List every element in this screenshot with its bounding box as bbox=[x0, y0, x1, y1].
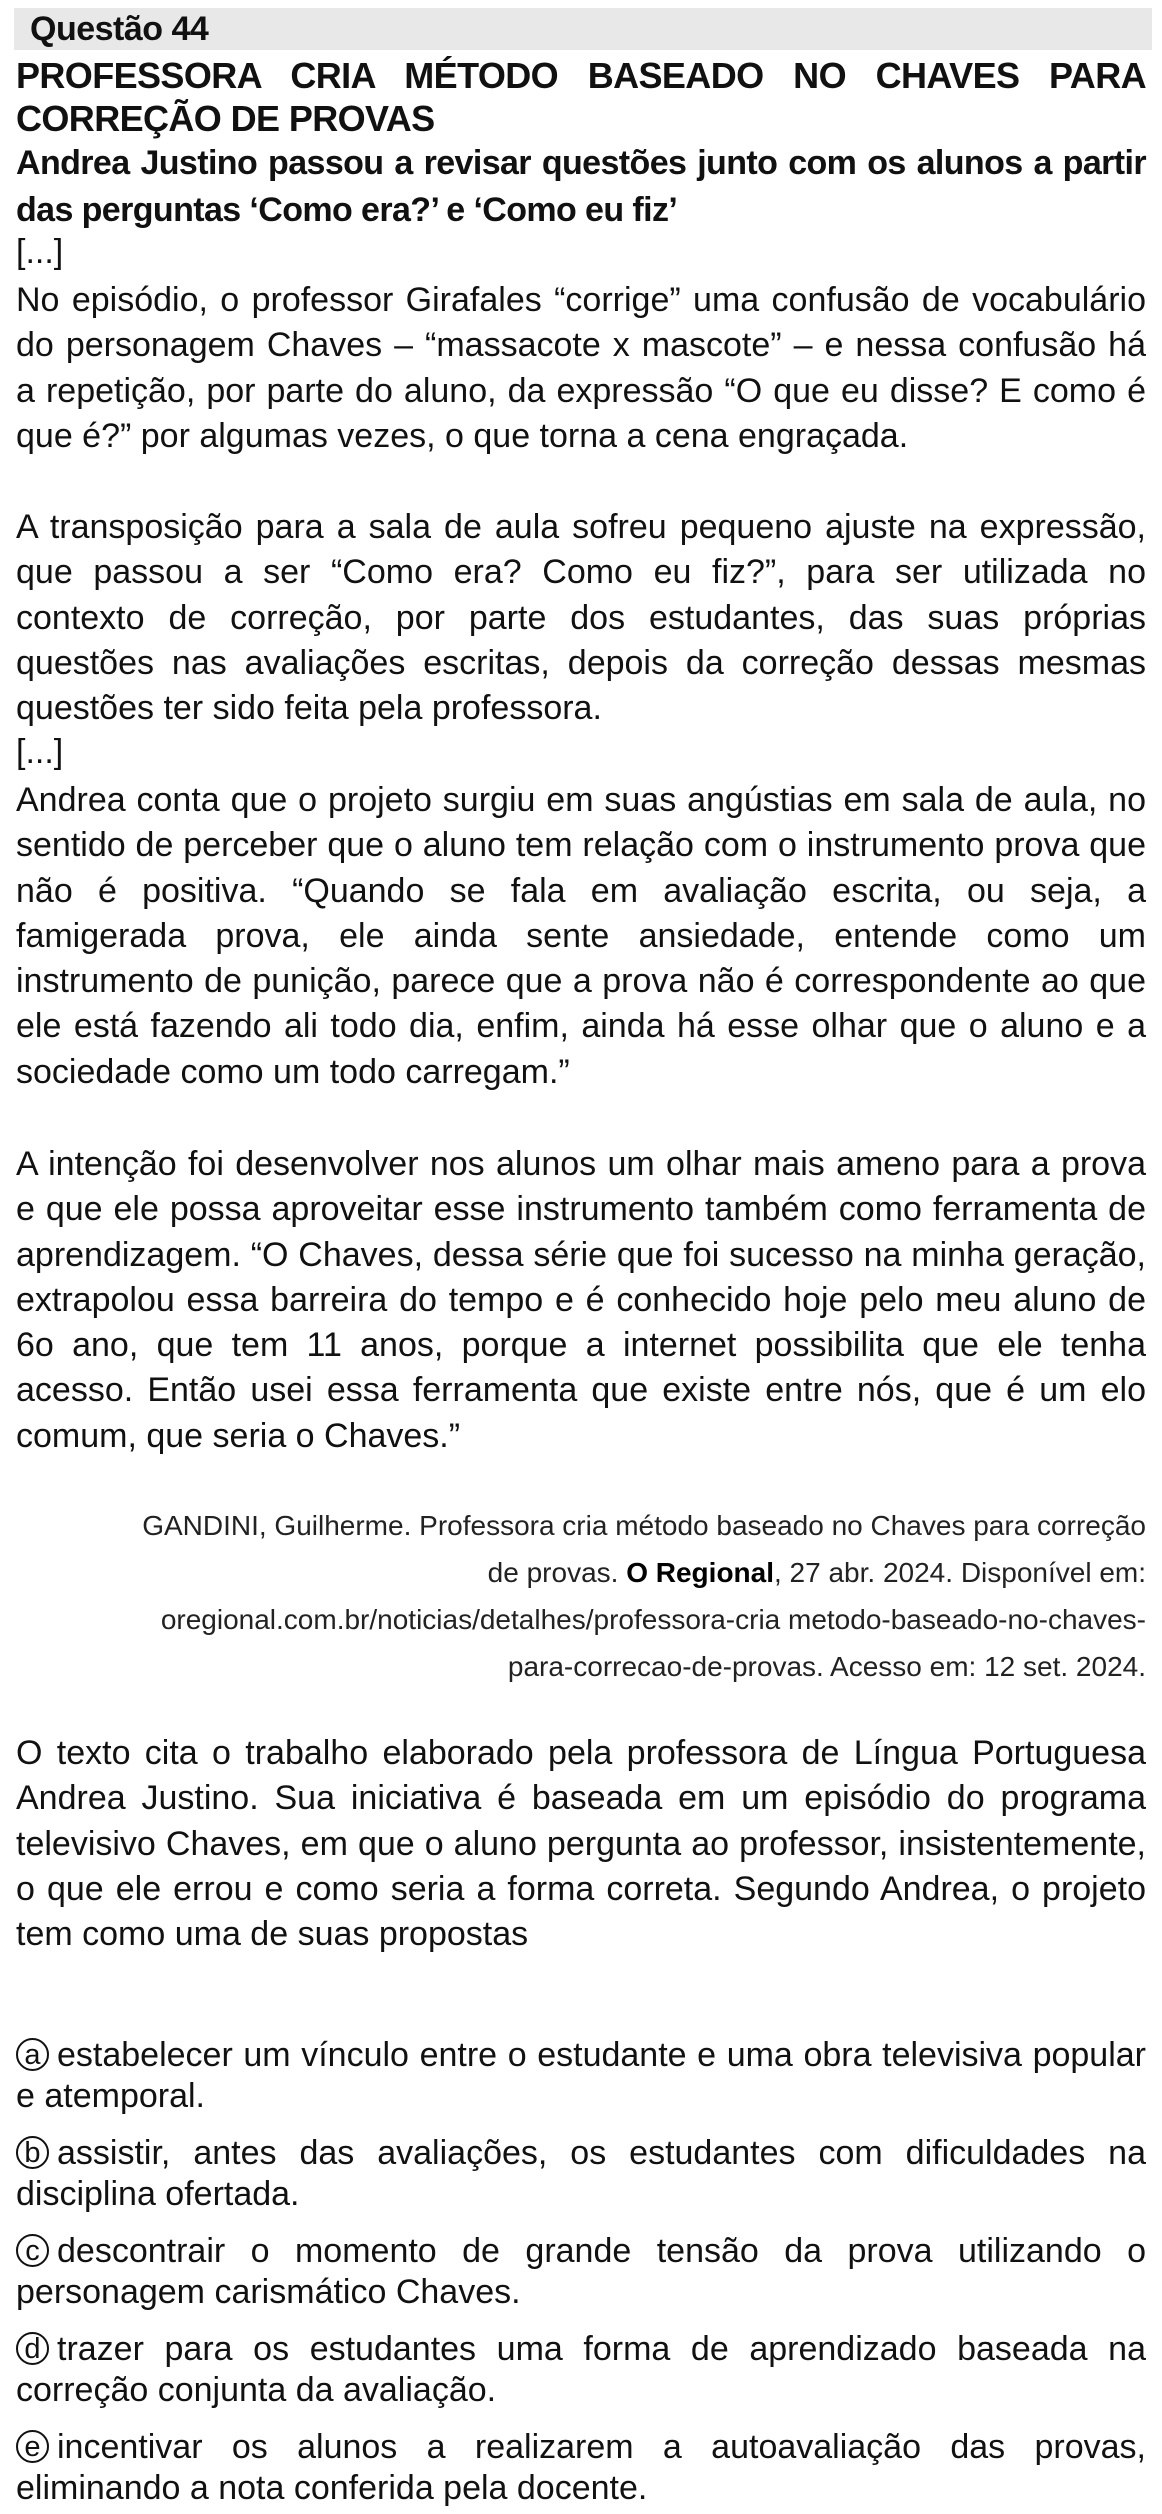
answer-option-c[interactable] bbox=[16, 2231, 1146, 2313]
article-headline: PROFESSORA CRIA MÉTODO BASEADO NO CHAVES PARA CORREÇÃO DE PROVAS bbox=[16, 55, 1146, 139]
option-letter-circle: d bbox=[16, 2332, 49, 2365]
source-text: de provas. bbox=[487, 1557, 627, 1588]
option-text: incentivar os alunos a realizarem a autoavaliação das provas, eliminando a nota conferida pela docente. bbox=[16, 2428, 1146, 2507]
article-paragraph-2: A transposição para a sala de aula sofreu pequeno ajuste na expressão, que passou a ser “Como era? Como eu fiz?”, para ser utilizada no contexto de correção, por parte dos estudantes, das suas próprias questões nas avaliações escritas, depois da correção dessas mesmas questões ter sido feita pela professora. bbox=[16, 508, 1146, 728]
answer-option-e[interactable] bbox=[16, 2427, 1146, 2509]
option-text: estabelecer um vínculo entre o estudante e uma obra televisiva popular e atemporal. bbox=[16, 2036, 1146, 2115]
option-letter-circle: c bbox=[16, 2234, 49, 2267]
source-publication: O Regional bbox=[626, 1557, 774, 1588]
option-text: descontrair o momento de grande tensão da prova utilizando o personagem carismático Chaves. bbox=[16, 2232, 1146, 2311]
option-text: trazer para os estudantes uma forma de aprendizado baseada na correção conjunta da avaliação. bbox=[16, 2330, 1146, 2409]
option-letter-circle: e bbox=[16, 2430, 49, 2463]
article-paragraph-4: A intenção foi desenvolver nos alunos um olhar mais ameno para a prova e que ele possa aproveitar esse instrumento também como ferramenta de aprendizagem. “O Chaves, dessa série que foi sucesso na minha geração, extrapolou essa barreira do tempo e é conhecido hoje pelo meu aluno de 6o ano, que tem 11 anos, porque a internet possibilita que ele tenha acesso. Então usei essa ferramenta que existe entre nós, que é um elo comum, que seria o Chaves.” bbox=[16, 1145, 1146, 1455]
option-letter-circle: b bbox=[16, 2136, 49, 2169]
article-paragraph-3: Andrea conta que o projeto surgiu em suas angústias em sala de aula, no sentido de perceber que o aluno tem relação com o instrumento prova que não é positiva. “Quando se fala em avaliação escrita, ou seja, a famigerada prova, ele ainda sente ansiedade, entende como um instrumento de punição, parece que a prova não é correspondente ao que ele está fazendo ali todo dia, enfim, ainda há esse olhar que o aluno e a sociedade como um todo carregam.” bbox=[16, 781, 1146, 1091]
source-citation-line-2 bbox=[16, 1550, 1146, 1595]
answer-option-a[interactable] bbox=[16, 2035, 1146, 2117]
source-citation-line-4: para-correcao-de-provas. Acesso em: 12 set. 2024. bbox=[507, 1651, 1146, 1682]
ellipsis-marker: [...] bbox=[16, 233, 64, 271]
ellipsis-marker: [...] bbox=[16, 733, 64, 771]
option-letter-circle: a bbox=[16, 2038, 49, 2071]
question-label: Questão 44 bbox=[30, 10, 209, 48]
answer-option-b[interactable] bbox=[16, 2133, 1146, 2215]
source-citation-line-1: GANDINI, Guilherme. Professora cria método baseado no Chaves para correção bbox=[142, 1510, 1146, 1541]
question-prompt: O texto cita o trabalho elaborado pela professora de Língua Portuguesa Andrea Justino. Sua iniciativa é baseada em um episódio do programa televisivo Chaves, em que o aluno pergunta ao professor, insistentemente, o que ele errou e como seria a forma correta. Segundo Andrea, o projeto tem como uma de suas propostas bbox=[16, 1734, 1146, 1954]
article-subheadline: Andrea Justino passou a revisar questões junto com os alunos a partir das perguntas ‘Como era?’ e ‘Como eu fiz’ bbox=[16, 144, 1146, 229]
answer-option-d[interactable] bbox=[16, 2329, 1146, 2411]
article-paragraph-1: No episódio, o professor Girafales “corrige” uma confusão de vocabulário do personagem Chaves – “massacote x mascote” – e nessa confusão há a repetição, por parte do aluno, da expressão “O que eu disse? E como é que é?” por algumas vezes, o que torna a cena engraçada. bbox=[16, 281, 1146, 455]
source-citation-url: oregional.com.br/noticias/detalhes/professora-cria metodo-baseado-no-chaves- bbox=[160, 1604, 1146, 1635]
source-date: , 27 abr. 2024. Disponível em: bbox=[774, 1557, 1146, 1588]
option-text: assistir, antes das avaliações, os estudantes com dificuldades na disciplina ofertada. bbox=[16, 2134, 1146, 2213]
